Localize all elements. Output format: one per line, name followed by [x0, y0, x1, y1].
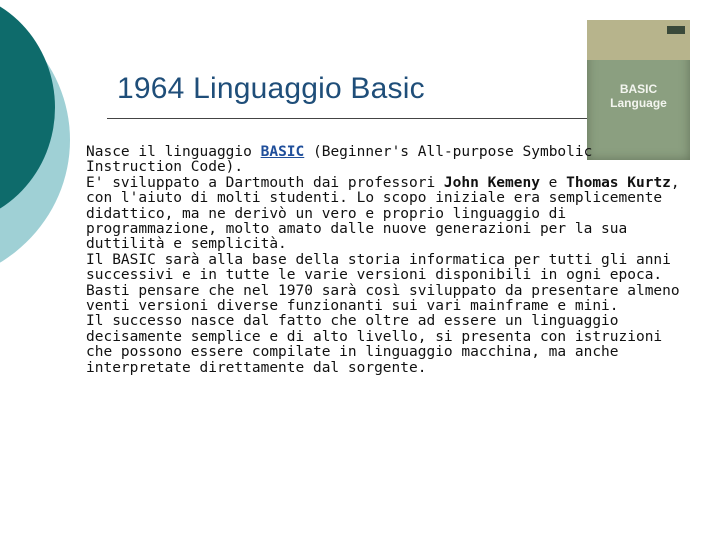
slide-body — [86, 145, 691, 376]
p2-connector: e — [539, 174, 567, 191]
book-cover-subtitle: Language — [610, 96, 667, 110]
p2-text-end: , con l'aiuto di molti studenti. Lo scopo iniziale era semplicemente didattico, ma ne derivò un vero e proprio linguaggio di programmazione, molto amato dalle nuove generazioni per la sua duttilità e semplicità. — [86, 174, 680, 253]
paragraph-2 — [86, 176, 691, 253]
paragraph-5: Il successo nasce dal fatto che oltre ad essere un linguaggio decisamente semplice e di alto livello, si presenta con istruzioni che possono essere compilate in linguaggio macchina, ma anche interpretate direttamente dal sorgente. — [86, 313, 663, 376]
publisher-logo — [667, 26, 685, 34]
title-underline — [107, 118, 592, 119]
p2-text: E' sviluppato a Dartmouth dai professori — [86, 174, 444, 191]
book-cover-header — [587, 20, 690, 60]
slide-title: 1964 Linguaggio Basic — [117, 72, 425, 105]
p1-text-end: (Beginner's All-purpose Symbolic Instruction Code). — [86, 144, 593, 176]
basic-link[interactable]: BASIC — [260, 144, 305, 160]
decorative-circles — [0, 0, 80, 540]
p1-text: Nasce il linguaggio — [86, 144, 261, 160]
book-cover-title: BASIC — [619, 82, 658, 96]
paragraph-4: Basti pensare che nel 1970 sarà così sviluppato da presentare almeno venti versioni diverse funzionanti sui vari mainframe e mini. — [86, 282, 680, 315]
paragraph-1 — [86, 145, 691, 176]
basic-book-cover-image — [587, 20, 690, 160]
name-kurtz: Thomas Kurtz — [566, 174, 671, 191]
name-kemeny: John Kemeny — [443, 174, 540, 191]
paragraph-3: Il BASIC sarà alla base della storia informatica per tutti gli anni successivi e in tutte le varie versioni disponibili in ogni epoca. — [86, 251, 671, 284]
